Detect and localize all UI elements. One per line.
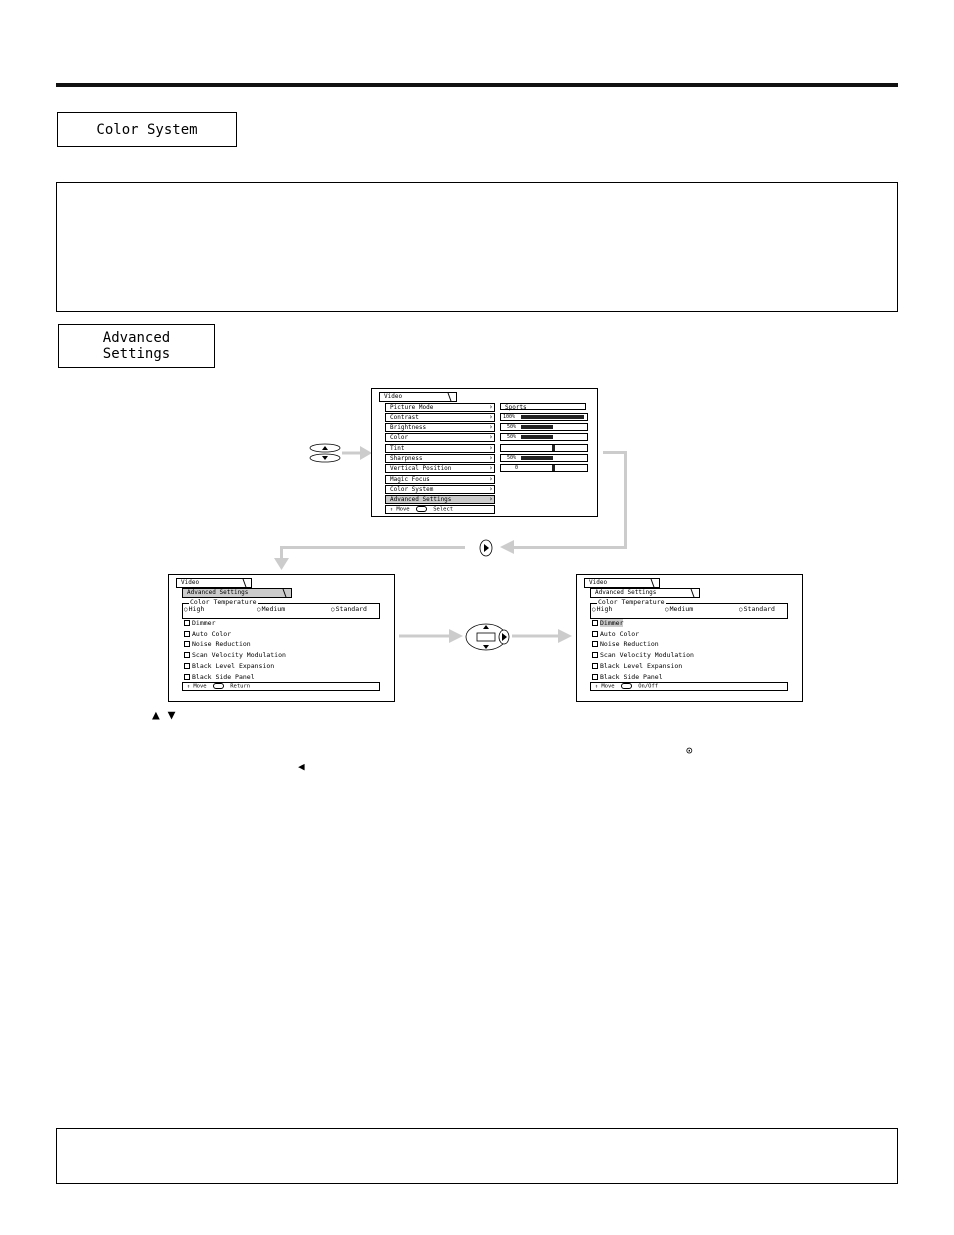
color-bar [500, 433, 588, 441]
arrow-to-remote [399, 629, 463, 643]
color-system-label-box [57, 112, 237, 147]
checkbox-icon [592, 663, 598, 669]
flow-line-left [283, 546, 465, 549]
adv-right-footer-move: Move [601, 683, 615, 690]
note-box [56, 1128, 898, 1184]
menu-item-tint[interactable]: Tint › [385, 444, 495, 453]
select-button-icon [213, 683, 224, 689]
adv-left-subtitle: Advanced Settings [182, 588, 292, 598]
adv-right-option-svm[interactable] [592, 651, 694, 659]
menu-item-vertical-position[interactable]: Vertical Position › [385, 464, 495, 473]
option-label: Black Side Panel [192, 673, 255, 681]
adv-right-option-black-level[interactable] [592, 662, 682, 670]
adv-left-option-black-level[interactable] [184, 662, 274, 670]
header-rule [56, 83, 898, 87]
checkbox-icon [592, 631, 598, 637]
color-system-description-box [56, 182, 898, 312]
up-down-button-icon [308, 443, 342, 463]
move-updown-icon: ⇕ [187, 683, 191, 690]
tint-bar [500, 444, 588, 452]
checkbox-icon [592, 652, 598, 658]
left-arrow-glyph: ◀ [298, 760, 305, 773]
menu-item-magic-focus[interactable]: Magic Focus › [385, 475, 495, 484]
adv-right-ct-standard[interactable]: ○ Standard [739, 605, 775, 613]
menu-item-advanced-settings[interactable]: Advanced Settings › [385, 495, 495, 504]
adv-right-ct-label: Color Temperature [598, 598, 665, 606]
option-label: Dimmer [600, 619, 624, 627]
menu-item-color[interactable]: Color › [385, 433, 495, 442]
adv-left-ct-standard[interactable]: ○ Standard [331, 605, 367, 613]
adv-left-option-auto-color[interactable] [184, 630, 231, 638]
adv-right-ct-high[interactable]: ○ High [592, 605, 612, 613]
option-label: Auto Color [192, 630, 232, 638]
sharpness-value: 50% [507, 455, 517, 461]
option-label: Black Side Panel [600, 673, 663, 681]
checkbox-icon [184, 652, 190, 658]
arrow-to-main-menu [342, 446, 372, 460]
adv-right-footer-onoff: On/Off [638, 683, 659, 690]
adv-left-option-black-side-panel[interactable] [184, 673, 255, 681]
option-label: Auto Color [600, 630, 640, 638]
option-label: Noise Reduction [192, 640, 251, 648]
adv-left-ct-high[interactable]: ○ High [184, 605, 204, 613]
checkbox-icon [184, 674, 190, 680]
vertical-position-bar [500, 464, 588, 472]
option-label: Noise Reduction [600, 640, 659, 648]
vertical-position-marker [552, 465, 555, 471]
main-footer-select: Select [433, 506, 454, 513]
menu-item-contrast[interactable]: Contrast › [385, 413, 495, 422]
brightness-fill [521, 425, 553, 429]
brightness-value: 50% [507, 424, 517, 430]
menu-item-brightness[interactable]: Brightness › [385, 423, 495, 432]
sharpness-bar [500, 454, 588, 462]
move-updown-icon: ⇕ [390, 506, 394, 513]
advanced-settings-label: Advanced Settings [102, 330, 171, 362]
adv-right-option-auto-color[interactable] [592, 630, 639, 638]
picture-mode-text: Sports [505, 404, 527, 411]
advanced-settings-menu-left [168, 574, 395, 702]
sharpness-fill [521, 456, 553, 460]
adv-left-title: Video [176, 578, 252, 588]
flow-arrowhead-left [500, 540, 514, 554]
adv-left-footer-move: Move [193, 683, 207, 690]
main-video-menu [371, 388, 598, 517]
adv-right-option-noise-reduction[interactable] [592, 640, 659, 648]
menu-item-color-system[interactable]: Color System › [385, 485, 495, 494]
adv-left-ct-label: Color Temperature [190, 598, 257, 606]
option-label: Scan Velocity Modulation [192, 651, 286, 659]
advanced-settings-menu-right [576, 574, 803, 702]
advanced-settings-label-box [58, 324, 215, 368]
flow-arrowhead-down [274, 558, 289, 570]
checkbox-icon [592, 674, 598, 680]
color-fill [521, 435, 553, 439]
remote-select-pad-icon [465, 622, 511, 652]
adv-right-subtitle: Advanced Settings [590, 588, 700, 598]
adv-right-option-black-side-panel[interactable] [592, 673, 663, 681]
option-label: Scan Velocity Modulation [600, 651, 694, 659]
adv-right-option-dimmer[interactable] [592, 619, 623, 627]
checkbox-icon [184, 620, 190, 626]
brightness-bar [500, 423, 588, 431]
checkbox-icon [592, 641, 598, 647]
checkbox-icon [592, 620, 598, 626]
contrast-bar [500, 413, 588, 421]
checkbox-icon [184, 631, 190, 637]
up-down-arrows-glyph: ▲ ▼ [152, 708, 176, 723]
arrow-to-right-menu [512, 629, 572, 643]
move-updown-icon: ⇕ [595, 683, 599, 690]
option-label: Black Level Expansion [600, 662, 683, 670]
vertical-position-value: 0 [515, 465, 519, 471]
adv-left-ct-medium[interactable]: ○ Medium [257, 605, 285, 613]
color-system-label: Color System [96, 121, 198, 138]
select-button-icon [621, 683, 632, 689]
select-button-icon [416, 506, 427, 512]
picture-mode-value [500, 403, 586, 410]
flow-line-down [624, 451, 627, 549]
menu-item-sharpness[interactable]: Sharpness › [385, 454, 495, 463]
main-menu-footer [385, 505, 495, 514]
tint-marker [552, 445, 555, 451]
adv-right-ct-medium[interactable]: ○ Medium [665, 605, 693, 613]
adv-left-option-svm[interactable] [184, 651, 286, 659]
adv-right-title: Video [584, 578, 660, 588]
select-symbol-glyph: ⊙ [686, 744, 693, 757]
option-label: Black Level Expansion [192, 662, 275, 670]
checkbox-icon [184, 663, 190, 669]
checkbox-icon [184, 641, 190, 647]
flow-line-bottom [512, 546, 627, 549]
main-menu-title: Video [379, 392, 457, 402]
color-value: 50% [507, 434, 517, 440]
main-footer-move: Move [396, 506, 410, 513]
adv-right-footer [590, 682, 788, 691]
contrast-fill [521, 415, 584, 419]
menu-item-picture-mode[interactable]: Picture Mode › [385, 403, 495, 412]
adv-left-option-dimmer[interactable] [184, 619, 215, 627]
adv-left-footer-return: Return [230, 683, 251, 690]
adv-left-option-noise-reduction[interactable] [184, 640, 251, 648]
right-button-icon [479, 539, 493, 557]
option-label: Dimmer [192, 619, 216, 627]
contrast-value: 100% [503, 414, 516, 420]
adv-left-footer [182, 682, 380, 691]
